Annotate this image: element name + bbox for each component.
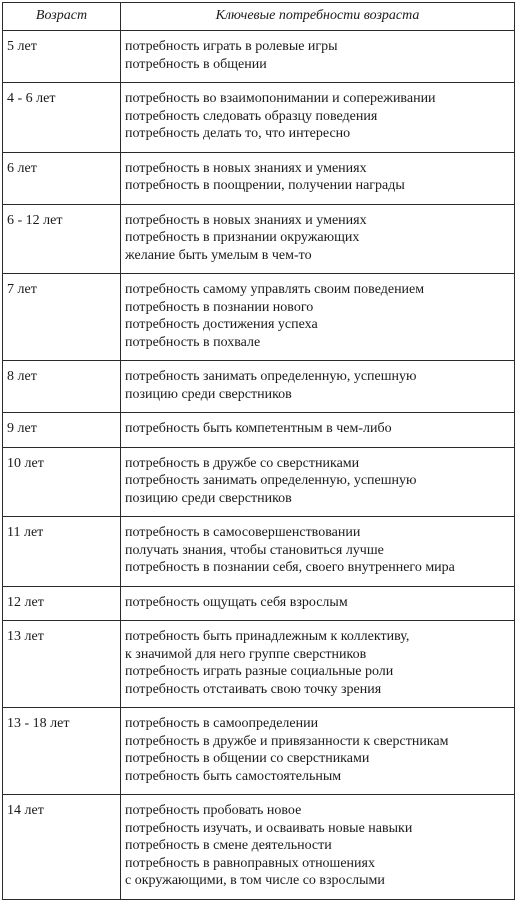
table-row [3,621,515,708]
need-item: потребность изучать, и осваивать новые навыки [125,820,413,836]
need-item: потребность во взаимопонимании и сопереживании [125,91,436,106]
need-item: потребность следовать образцу поведения [125,108,378,124]
need-item: потребность в общении [125,56,267,72]
need-item: потребность быть компетентным в чем-либо [125,421,392,436]
need-item: потребность ощущать себя взрослым [125,594,348,610]
need-item: потребность в дружбе со сверстниками [125,455,360,471]
need-item: потребность отстаивать свою точку зрения [125,681,382,697]
need-item: потребность в равноправных отношениях [125,855,375,871]
need-item: потребность самому управлять своим поведением [125,282,425,297]
need-item: потребность в поощрении, получении награды [125,178,405,193]
need-item: потребность в познании нового [125,299,314,315]
table-row [3,361,515,413]
age-cell: 8 лет [3,361,121,413]
need-item: потребность делать то, что интересно [125,126,351,141]
table-row [3,83,515,153]
age-cell: 9 лет [3,413,121,448]
need-item: потребность играть разные социальные роли [125,664,394,679]
need-item: потребность в новых знаниях и умениях [125,212,367,228]
needs-cell [121,586,515,621]
age-cell: 13 лет [3,621,121,708]
needs-cell [121,31,515,83]
age-cell: 12 лет [3,586,121,621]
table-row [3,447,515,517]
need-item: к значимой для него группе сверстников [125,646,367,662]
table-row [3,517,515,587]
need-item: потребность в общении со сверстниками [125,751,370,766]
needs-cell [121,274,515,361]
need-item: потребность в самосовершенствовании [125,525,361,540]
age-cell: 6 лет [3,152,121,204]
need-item: позицию среди сверстников [125,490,292,506]
need-item: потребность в смене деятельности [125,838,332,853]
need-item: потребность в познании себя, своего внутреннего мира [125,560,455,575]
need-item: потребность играть в ролевые игры [125,39,338,54]
header-needs: Ключевые потребности возраста [121,3,515,31]
age-cell: 4 - 6 лет [3,83,121,153]
needs-cell [121,413,515,448]
need-item: потребность занимать определенную, успешную [125,473,417,488]
needs-cell [121,361,515,413]
need-item: потребность в похвале [125,334,261,350]
need-item: потребность в дружбе и привязанности к сверстникам [125,733,449,749]
table-row [3,586,515,621]
need-item: потребность в самоопределении [125,716,319,731]
table-row [3,413,515,448]
needs-cell [121,621,515,708]
age-cell: 10 лет [3,447,121,517]
needs-cell [121,83,515,153]
need-item: потребность в признании окружающих [125,230,360,245]
needs-cell [121,708,515,795]
age-needs-table [2,2,515,900]
needs-cell [121,517,515,587]
age-cell: 14 лет [3,795,121,900]
age-cell: 6 - 12 лет [3,204,121,274]
table-row [3,204,515,274]
needs-cell [121,447,515,517]
table-row [3,708,515,795]
age-cell: 11 лет [3,517,121,587]
need-item: получать знания, чтобы становиться лучше [125,542,384,558]
needs-cell [121,204,515,274]
table-row [3,274,515,361]
need-item: потребность пробовать новое [125,803,302,818]
need-item: желание быть умелым в чем-то [125,247,312,263]
need-item: потребность быть принадлежным к коллективу, [125,629,410,644]
need-item: потребность достижения успеха [125,317,318,332]
needs-cell [121,152,515,204]
need-item: с окружающими, в том числе со взрослыми [125,873,385,888]
age-cell: 7 лет [3,274,121,361]
header-age: Возраст [3,3,121,31]
table-row [3,31,515,83]
need-item: позицию среди сверстников [125,386,292,402]
table-row [3,152,515,204]
age-cell: 13 - 18 лет [3,708,121,795]
need-item: потребность быть самостоятельным [125,768,342,784]
table-body [3,31,515,900]
header-row [3,3,515,31]
need-item: потребность занимать определенную, успешную [125,369,417,384]
need-item: потребность в новых знаниях и умениях [125,160,367,176]
age-cell: 5 лет [3,31,121,83]
